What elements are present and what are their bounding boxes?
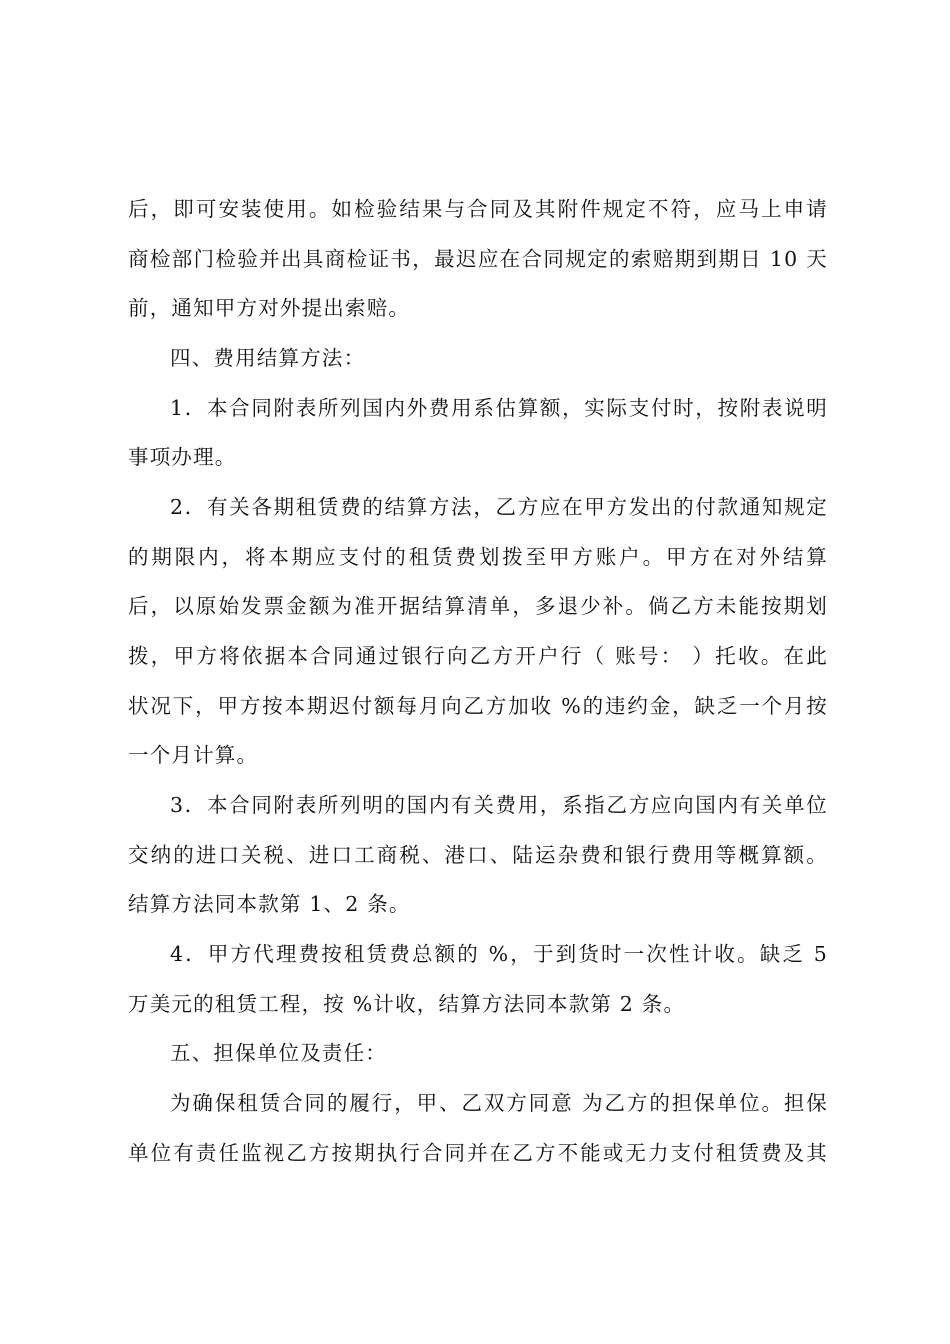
text-line: 前，通知甲方对外提出索赔。 [128,296,411,320]
text-line: 后，即可安装使用。如检验结果与合同及其附件规定不符，应马上申请 [128,197,828,221]
text-line: 4．甲方代理费按租赁费总额的 %，于到货时一次性计收。缺乏 5 [170,942,828,966]
text-line: 事项办理。 [128,445,237,469]
text-line: 2．有关各期租赁费的结算方法，乙方应在甲方发出的付款通知规定 [170,495,828,519]
section-heading: 四、费用结算方法： [170,346,366,370]
text-line: 为确保租赁合同的履行，甲、乙双方同意 为乙方的担保单位。担保 [170,1091,828,1115]
text-line: 单位有责任监视乙方按期执行合同并在乙方不能或无力支付租赁费及其 [128,1141,828,1165]
text-line: 后，以原始发票金额为准开据结算清单，多退少补。倘乙方未能按期划 [128,594,828,618]
text-line: 1．本合同附表所列国内外费用系估算额，实际支付时，按附表说明 [170,396,828,420]
text-line: 状况下，甲方按本期迟付额每月向乙方加收 %的违约金，缺乏一个月按 [128,694,828,718]
text-line: 结算方法同本款第 1、2 条。 [128,892,411,916]
text-line: 一个月计算。 [128,743,259,767]
section-heading: 五、担保单位及责任： [170,1041,387,1065]
text-line: 的期限内，将本期应支付的租赁费划拨至甲方账户。甲方在对外结算 [128,545,828,569]
text-line: 交纳的进口关税、进口工商税、港口、陆运杂费和银行费用等概算额。 [128,843,828,867]
text-line: 3．本合同附表所列明的国内有关费用，系指乙方应向国内有关单位 [170,793,828,817]
text-line: 拨，甲方将依据本合同通过银行向乙方开户行（ 账号： ）托收。在此 [128,644,828,668]
text-line: 商检部门检验并出具商检证书，最迟应在合同规定的索赔期到期日 10 天 [128,247,828,271]
text-line: 万美元的租赁工程，按 %计收，结算方法同本款第 2 条。 [128,992,686,1016]
